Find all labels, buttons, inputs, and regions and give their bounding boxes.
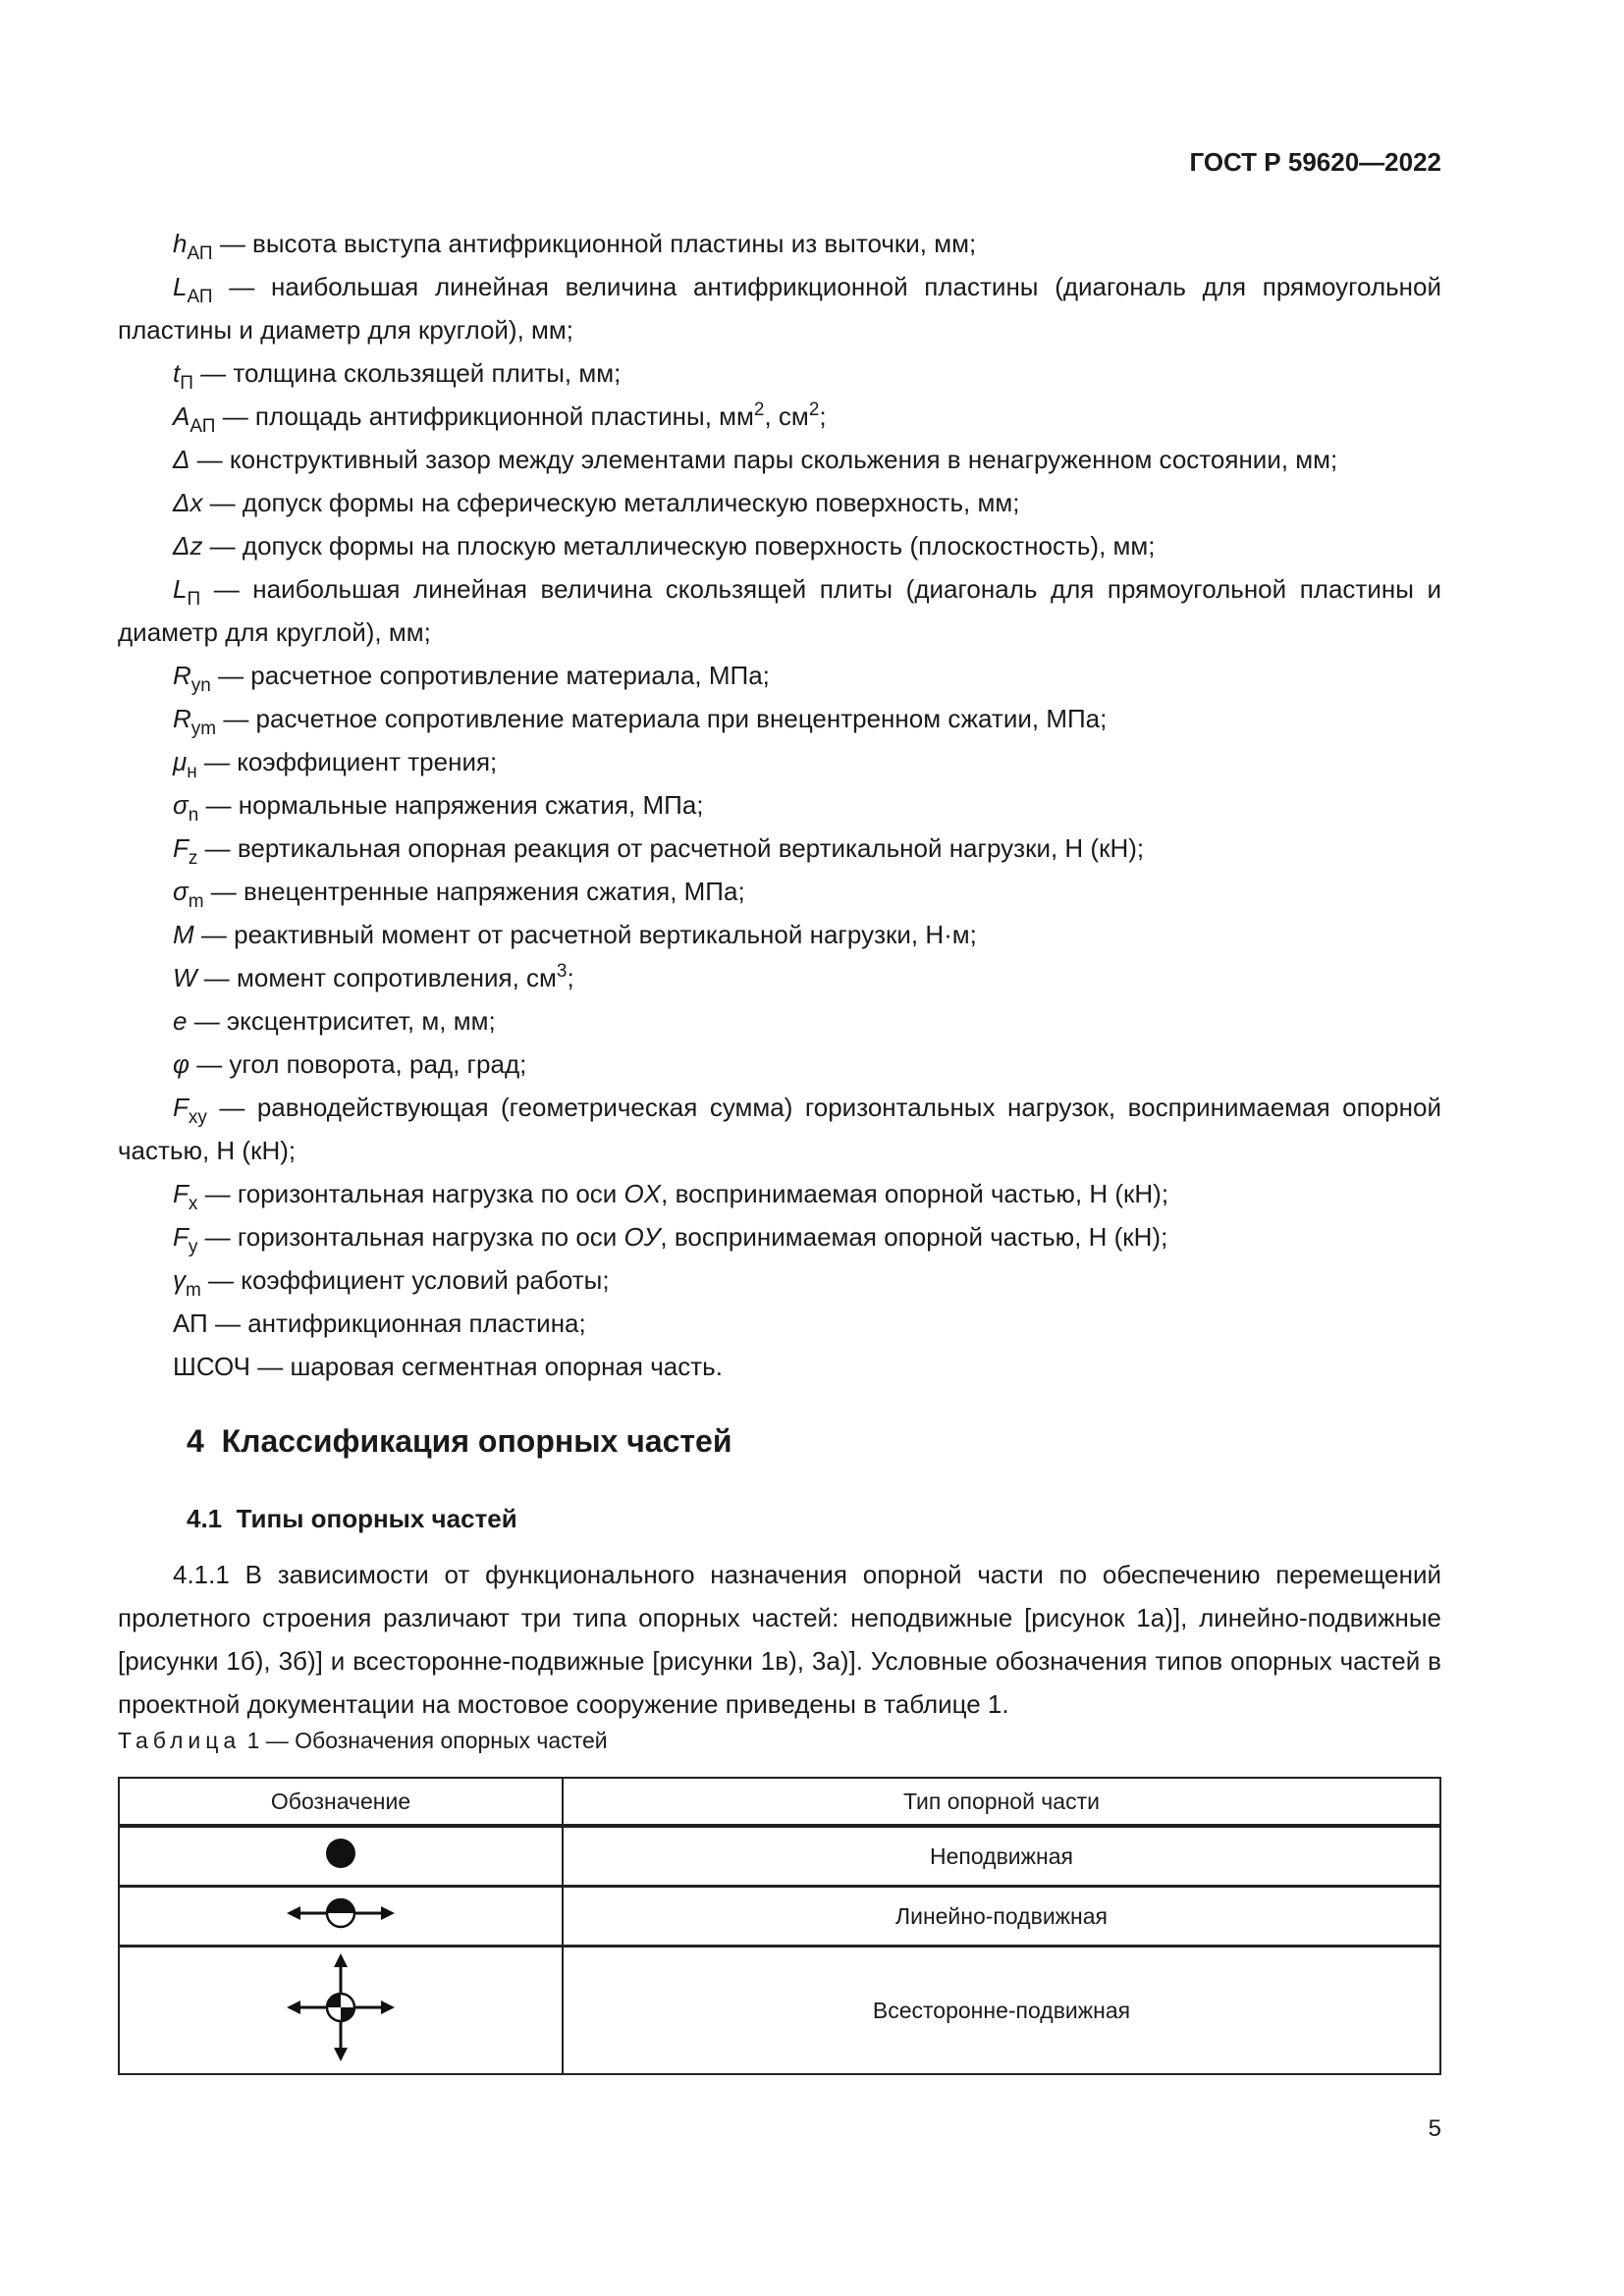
table-header-row: [119, 1778, 1440, 1826]
definition-text: — нормальные напряжения сжатия, МПа;: [198, 790, 704, 820]
definition-symbol: φ: [173, 1049, 189, 1079]
definition-item: [118, 524, 1441, 567]
table-caption: [118, 1728, 608, 1754]
definition-symbol: F: [173, 1222, 189, 1252]
definition-subscript: АП: [187, 287, 213, 307]
definition-subscript: АП: [187, 243, 213, 264]
subsection-title-text: Типы опорных частей: [236, 1504, 517, 1533]
symbol-cell: [119, 1947, 563, 2075]
definition-text: — горизонтальная нагрузка по оси: [197, 1179, 624, 1208]
definition-symbol: M: [173, 920, 194, 949]
definition-superscript: 2: [753, 400, 765, 420]
quartered-circle-four-arrow-icon: [287, 1953, 395, 2061]
definition-item: [118, 1302, 1441, 1345]
definition-symbol: t: [173, 358, 181, 388]
definition-symbol: A: [173, 401, 190, 431]
definition-item: [118, 654, 1441, 697]
table-row: [119, 1887, 1440, 1947]
definition-text: — равнодействующая (геометрическая сумма) горизонтальных нагрузок, воспринимаемая опорной частью, Н (кН);: [118, 1093, 1441, 1165]
definition-text-continued: ;: [567, 963, 574, 992]
paragraph-4-1-1: 4.1.1 В зависимости от функционального назначения опорной части по обеспечению перемещений пролетного строения различают три типа опорных частей: неподвижные [рисунок 1а)], линейно-подвижные [рисунки 1б), 3б)] и всесторонне-подвижные [рисунки 1в), 3а)]. Условные обозначения типов опорных частей в проектной документации на мостовое сооружение приведены в таблице 1.: [118, 1560, 1441, 1719]
definition-item: [118, 1215, 1441, 1258]
type-cell: Неподвижная: [563, 1826, 1440, 1887]
definition-item: [118, 567, 1441, 654]
definition-symbol: АП: [173, 1308, 208, 1338]
definition-item: [118, 1258, 1441, 1302]
half-circle-bidirectional-arrow-icon: [287, 1896, 395, 1931]
definition-item: [118, 783, 1441, 827]
definition-symbol: F: [173, 1179, 189, 1208]
definition-symbol: μ: [173, 747, 188, 776]
definition-item: [118, 395, 1441, 438]
definition-symbol: F: [173, 833, 189, 863]
definition-subscript: x: [188, 1194, 198, 1214]
section-title-text: Классификация опорных частей: [221, 1423, 732, 1459]
definition-text: — расчетное сопротивление материала, МПа;: [210, 661, 770, 690]
filled-circle-icon: [321, 1834, 360, 1873]
definition-item: [118, 222, 1441, 265]
definition-symbol: L: [173, 574, 188, 604]
definition-text: — угол поворота, рад, град;: [189, 1049, 527, 1079]
definition-subscript: П: [180, 373, 193, 394]
subsection-number: 4.1: [187, 1504, 223, 1533]
definition-subscript: y: [188, 1237, 198, 1257]
definition-subscript: xy: [188, 1107, 207, 1128]
definition-item: [118, 956, 1441, 999]
definition-symbol: W: [173, 963, 197, 992]
definition-symbol: γ: [173, 1265, 186, 1295]
definition-item: [118, 481, 1441, 524]
definition-subscript: m: [186, 1280, 201, 1301]
definition-text: — площадь антифрикционной пластины, мм: [215, 401, 754, 431]
definition-text: — наибольшая линейная величина скользящей плиты (диагональ для прямоугольной пластины и диаметр для круглой), мм;: [118, 574, 1441, 647]
definition-symbol: Δx: [173, 488, 203, 517]
bearing-types-table: [118, 1777, 1441, 2075]
definition-subscript: П: [187, 589, 201, 610]
definition-subscript: н: [187, 762, 197, 782]
definition-item: [118, 999, 1441, 1042]
symbol-cell: [119, 1887, 563, 1947]
definition-text-continued: , см: [764, 401, 809, 431]
symbol-definitions: [118, 222, 1441, 1388]
definition-subscript: n: [188, 805, 199, 826]
definition-item: [118, 827, 1441, 870]
definition-superscript: 3: [556, 961, 568, 982]
definition-subscript: yn: [190, 675, 211, 696]
definition-symbol: F: [173, 1093, 189, 1122]
page-number: 5: [1428, 2115, 1441, 2142]
definition-text: — шаровая сегментная опорная часть.: [250, 1352, 723, 1381]
definition-text: — горизонтальная нагрузка по оси: [197, 1222, 624, 1252]
document-code: ГОСТ Р 59620—2022: [1189, 147, 1441, 177]
definition-item: [118, 351, 1441, 395]
definition-text: — коэффициент условий работы;: [200, 1265, 610, 1295]
header-type: Тип опорной части: [563, 1778, 1440, 1826]
type-cell: Линейно-подвижная: [563, 1887, 1440, 1947]
definition-item: [118, 697, 1441, 740]
definition-superscript: 2: [808, 400, 820, 420]
definition-item: [118, 913, 1441, 956]
definition-item: [118, 1042, 1441, 1086]
header-designation: Обозначение: [119, 1778, 563, 1826]
definition-item: [118, 265, 1441, 351]
table-caption-label: Таблица: [118, 1728, 242, 1753]
definition-text: — толщина скользящей плиты, мм;: [192, 358, 622, 388]
definition-text: — наибольшая линейная величина антифрикционной пластины (диагональ для прямоугольной пластины и диаметр для круглой), мм;: [118, 272, 1441, 345]
definition-symbol: L: [173, 272, 188, 301]
definition-symbol: e: [173, 1006, 188, 1036]
definition-text-end: ;: [819, 401, 827, 431]
definition-text: — высота выступа антифрикционной пластины из выточки, мм;: [212, 229, 977, 258]
definition-text: — момент сопротивления, см: [196, 963, 557, 992]
definition-symbol: R: [173, 704, 191, 733]
definition-text: — вертикальная опорная реакция от расчетной вертикальной нагрузки, Н (кН);: [197, 833, 1145, 863]
definition-text-continued: , воспринимаемая опорной частью, Н (кН);: [660, 1222, 1168, 1252]
definition-symbol: Δ: [173, 445, 190, 474]
table-row: [119, 1826, 1440, 1887]
definition-symbol: σ: [173, 877, 189, 906]
definition-text: — конструктивный зазор между элементами пары скольжения в ненагруженном состоянии, мм;: [189, 445, 1338, 474]
definition-text: — антифрикционная пластина;: [207, 1308, 586, 1338]
definition-symbol: h: [173, 229, 188, 258]
definition-symbol: R: [173, 661, 191, 690]
definition-item: [118, 1172, 1441, 1215]
definition-symbol: ШСОЧ: [173, 1352, 251, 1381]
definition-text: — расчетное сопротивление материала при внецентренном сжатии, МПа;: [216, 704, 1108, 733]
definition-subscript: АП: [189, 416, 216, 437]
symbol-cell: [119, 1826, 563, 1887]
table-caption-text: 1 — Обозначения опорных частей: [241, 1728, 608, 1753]
definition-item: [118, 740, 1441, 783]
definition-item: [118, 1086, 1441, 1172]
definition-text-continued: , воспринимаемая опорной частью, Н (кН);: [661, 1179, 1169, 1208]
definition-text: — эксцентриситет, м, мм;: [187, 1006, 496, 1036]
section-number: 4: [187, 1423, 204, 1459]
table-row: [119, 1947, 1440, 2075]
definition-symbol: Δz: [173, 531, 203, 561]
definition-item: [118, 1345, 1441, 1388]
definition-subscript: ym: [190, 719, 217, 739]
definition-text: — допуск формы на сферическую металлическую поверхность, мм;: [202, 488, 1020, 517]
definition-subscript: m: [188, 891, 204, 912]
definition-item: [118, 438, 1441, 481]
definition-text: — коэффициент трения;: [196, 747, 498, 776]
section-heading: [187, 1423, 732, 1460]
definition-axis: OУ: [623, 1222, 661, 1252]
subsection-heading: [187, 1504, 517, 1534]
definition-axis: OX: [623, 1179, 662, 1208]
type-cell: Всесторонне-подвижная: [563, 1947, 1440, 2075]
definition-text: — реактивный момент от расчетной вертикальной нагрузки, Н·м;: [193, 920, 977, 949]
definition-text: — допуск формы на плоскую металлическую поверхность (плоскостность), мм;: [202, 531, 1156, 561]
definition-symbol: σ: [173, 790, 189, 820]
definition-item: [118, 870, 1441, 913]
definition-text: — внецентренные напряжения сжатия, МПа;: [203, 877, 745, 906]
definition-subscript: z: [188, 848, 198, 869]
